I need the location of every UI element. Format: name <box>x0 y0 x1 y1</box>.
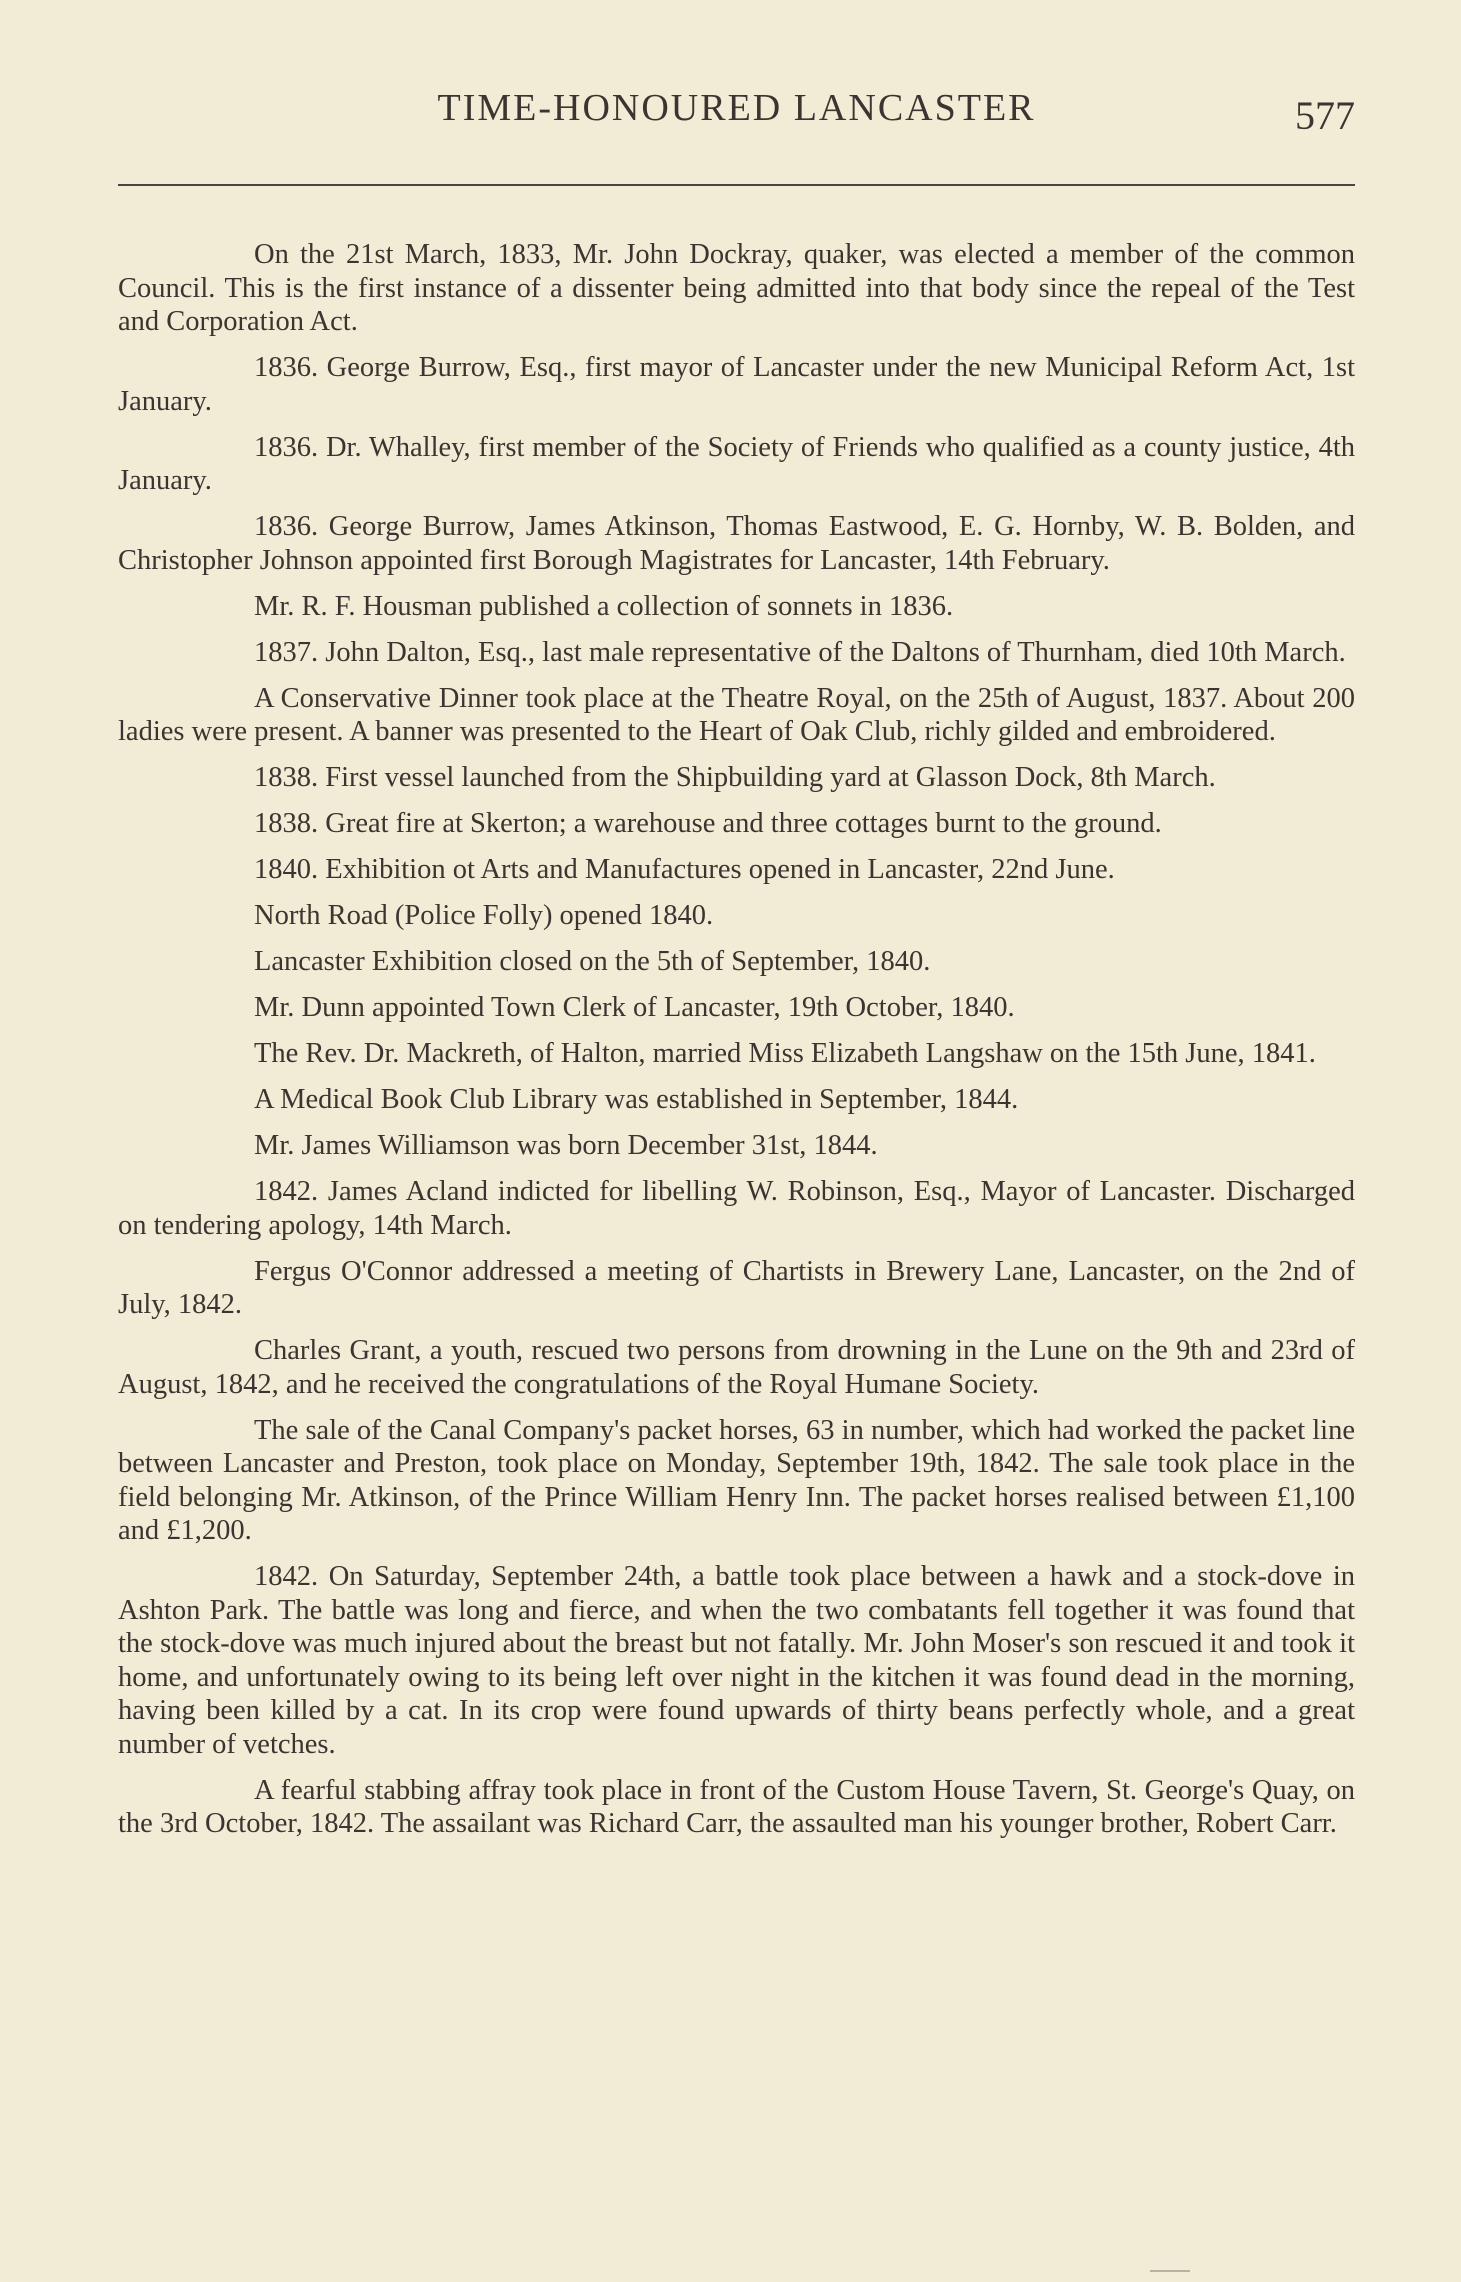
paragraph: The sale of the Canal Company's packet horses, 63 in number, which had worked the packet line between Lancaster and Preston, took place on Monday, September 19th, 1842. The sale took place in the field belonging Mr. Atkinson, of the Prince William Henry Inn. The packet horses realised between £1,100 and £1,200. <box>118 1414 1355 1546</box>
paragraph: 1836. George Burrow, James Atkinson, Thomas Eastwood, E. G. Hornby, W. B. Bolden, and Christopher Johnson appointed first Borough Magistrates for Lancaster, 14th February. <box>118 511 1355 576</box>
body-text <box>118 238 1355 1853</box>
paragraph: 1836. George Burrow, Esq., first mayor of Lancaster under the new Municipal Reform Act, 1st January. <box>118 352 1355 417</box>
paragraph: Mr. James Williamson was born December 31st, 1844. <box>254 1130 878 1161</box>
paragraph: Lancaster Exhibition closed on the 5th of September, 1840. <box>254 946 931 977</box>
paragraph: A Medical Book Club Library was established in September, 1844. <box>254 1084 1019 1115</box>
running-title: TIME-HONOURED LANCASTER <box>437 87 1036 129</box>
paragraph: Fergus O'Connor addressed a meeting of Chartists in Brewery Lane, Lancaster, on the 2nd of July, 1842. <box>118 1255 1355 1320</box>
paragraph: 1840. Exhibition ot Arts and Manufactures opened in Lancaster, 22nd June. <box>254 854 1115 885</box>
signature-mark <box>1150 2270 1190 2276</box>
paragraph: A fearful stabbing affray took place in front of the Custom House Tavern, St. George's Quay, on the 3rd October, 1842. The assailant was Richard Carr, the assaulted man his younger brother, Robert Carr. <box>118 1774 1355 1839</box>
paragraph: A Conservative Dinner took place at the Theatre Royal, on the 25th of August, 1837. About 200 ladies were present. A banner was presented to the Heart of Oak Club, richly gilded and embroidered. <box>118 682 1355 747</box>
page-header <box>118 80 1355 140</box>
paragraph: 1838. Great fire at Skerton; a warehouse and three cottages burnt to the ground. <box>254 808 1162 839</box>
paragraph: Mr. R. F. Housman published a collection of sonnets in 1836. <box>254 590 954 622</box>
paragraph: The Rev. Dr. Mackreth, of Halton, married Miss Elizabeth Langshaw on the 15th June, 1841. <box>254 1038 1316 1069</box>
paragraph: 1837. John Dalton, Esq., last male representative of the Daltons of Thurnham, died 10th March. <box>254 636 1346 668</box>
page-number: 577 <box>1295 93 1355 138</box>
paragraph: 1838. First vessel launched from the Shipbuilding yard at Glasson Dock, 8th March. <box>254 762 1216 793</box>
paragraph: Charles Grant, a youth, rescued two persons from drowning in the Lune on the 9th and 23rd of August, 1842, and he received the congratulations of the Royal Humane Society. <box>118 1335 1355 1400</box>
paragraph: On the 21st March, 1833, Mr. John Dockray, quaker, was elected a member of the common Council. This is the first instance of a dissenter being admitted into that body since the repeal of the Test and Corporation Act. <box>118 239 1355 337</box>
header-rule <box>118 184 1355 186</box>
paragraph: 1842. On Saturday, September 24th, a battle took place between a hawk and a stock-dove in Ashton Park. The battle was long and fierce, and when the two combatants fell together it was found that the stock-dove was much injured about the breast but not fatally. Mr. John Moser's son rescued it and took it home, and unfortunately owing to its being left over night in the kitchen it was found dead in the morning, having been killed by a cat. In its crop were found upwards of thirty beans perfectly whole, and a great number of vetches. <box>118 1561 1355 1760</box>
paragraph: North Road (Police Folly) opened 1840. <box>254 900 714 931</box>
paragraph: 1842. James Acland indicted for libelling W. Robinson, Esq., Mayor of Lancaster. Discharged on tendering apology, 14th March. <box>118 1176 1355 1241</box>
paragraph: Mr. Dunn appointed Town Clerk of Lancaster, 19th October, 1840. <box>254 992 1015 1023</box>
book-page <box>118 80 1355 1839</box>
paragraph: 1836. Dr. Whalley, first member of the Society of Friends who qualified as a county justice, 4th January. <box>118 431 1355 496</box>
